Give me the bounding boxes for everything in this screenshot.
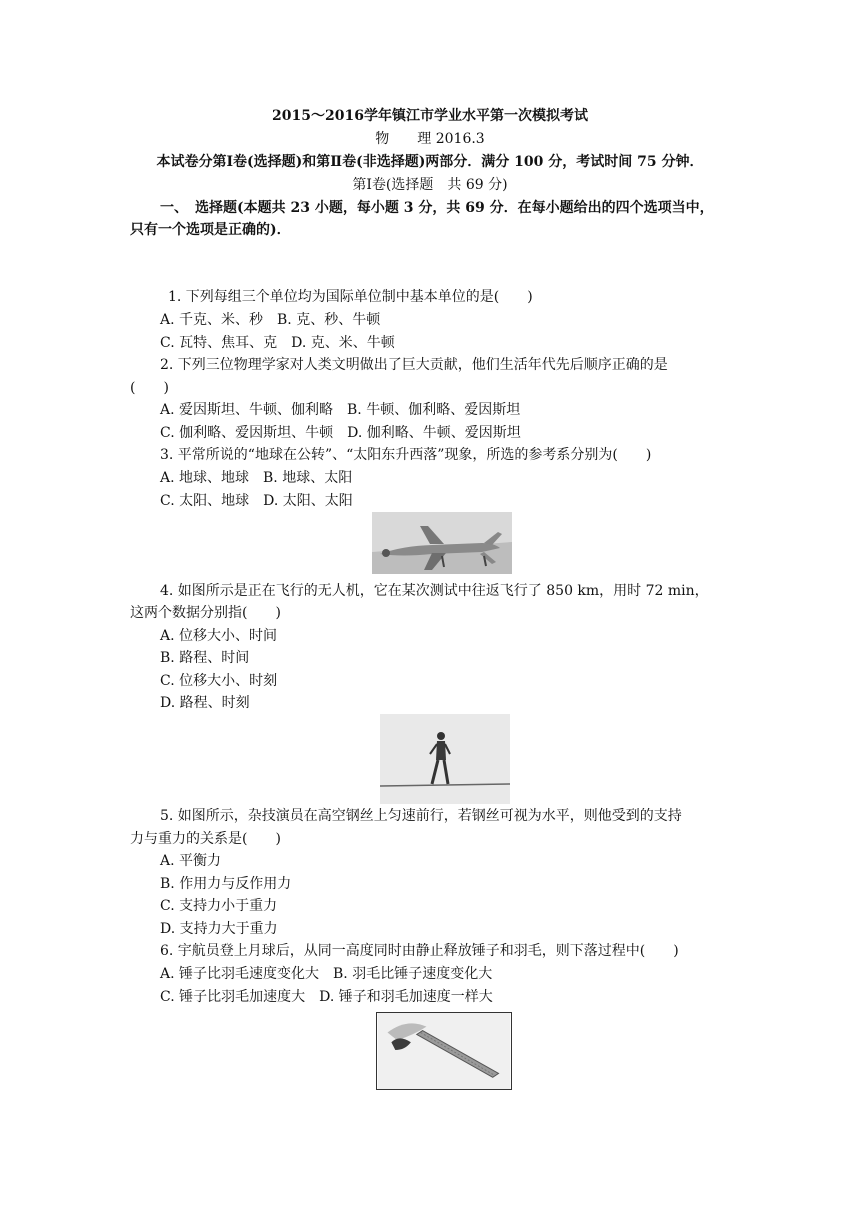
tightrope-walker-figure bbox=[380, 714, 510, 804]
q5-option-a: A. 平衡力 bbox=[160, 853, 222, 869]
q4-stem-cont: 这两个数据分别指( ) bbox=[130, 605, 281, 621]
q3-stem: 3. 平常所说的“地球在公转”、“太阳东升西落”现象，所选的参考系分别为( ) bbox=[160, 447, 652, 463]
q5-stem: 5. 如图所示，杂技演员在高空钢丝上匀速前行，若钢丝可视为水平，则他受到的支持 bbox=[160, 808, 682, 824]
q6-options-1: A. 锤子比羽毛速度变化大 B. 羽毛比锤子速度变化大 bbox=[160, 966, 493, 982]
q5-stem-cont: 力与重力的关系是( ) bbox=[130, 831, 281, 847]
q6-options-2: C. 锤子比羽毛加速度大 D. 锤子和羽毛加速度一样大 bbox=[160, 989, 493, 1005]
q5-option-d: D. 支持力大于重力 bbox=[160, 921, 278, 937]
q2-stem: 2. 下列三位物理学家对人类文明做出了巨大贡献，他们生活年代先后顺序正确的是 bbox=[160, 357, 668, 373]
drone-figure bbox=[372, 512, 512, 574]
subject-line: 物 理 2016.3 bbox=[375, 131, 485, 147]
q5-option-c: C. 支持力小于重力 bbox=[160, 898, 278, 914]
q1-options-2: C. 瓦特、焦耳、克 D. 克、米、牛顿 bbox=[160, 335, 395, 351]
part-title: 第Ⅰ卷(选择题 共 69 分) bbox=[352, 177, 508, 193]
q2-stem-cont: ( ) bbox=[130, 380, 169, 396]
hammer-feather-figure bbox=[376, 1012, 512, 1090]
q1-options-1: A. 千克、米、秒 B. 克、秒、牛顿 bbox=[160, 312, 381, 328]
q2-options-1: A. 爱因斯坦、牛顿、伽利略 B. 牛顿、伽利略、爱因斯坦 bbox=[160, 402, 521, 418]
q6-stem: 6. 宇航员登上月球后，从同一高度同时由静止释放锤子和羽毛，则下落过程中( ) bbox=[160, 943, 679, 959]
q3-options-1: A. 地球、地球 B. 地球、太阳 bbox=[160, 470, 353, 486]
section-instructions-2: 只有一个选项是正确的)． bbox=[130, 222, 291, 238]
q4-option-a: A. 位移大小、时间 bbox=[160, 628, 278, 644]
exam-intro: 本试卷分第Ⅰ卷(选择题)和第Ⅱ卷(非选择题)两部分．满分 100 分，考试时间 75 分钟． bbox=[156, 154, 704, 170]
q2-options-2: C. 伽利略、爱因斯坦、牛顿 D. 伽利略、牛顿、爱因斯坦 bbox=[160, 425, 521, 441]
q4-option-b: B. 路程、时间 bbox=[160, 650, 250, 666]
exam-title: 2015～2016学年镇江市学业水平第一次模拟考试 bbox=[272, 108, 588, 124]
q4-option-c: C. 位移大小、时刻 bbox=[160, 673, 278, 689]
section-instructions-1: 一、 选择题(本题共 23 小题，每小题 3 分，共 69 分．在每小题给出的四个选项当中， bbox=[160, 200, 714, 216]
q4-stem: 4. 如图所示是正在飞行的无人机，它在某次测试中往返飞行了 850 km，用时 72 min， bbox=[160, 583, 709, 599]
q4-option-d: D. 路程、时刻 bbox=[160, 695, 250, 711]
q1-stem: 1. 下列每组三个单位均为国际单位制中基本单位的是( ) bbox=[168, 289, 533, 305]
q3-options-2: C. 太阳、地球 D. 太阳、太阳 bbox=[160, 493, 353, 509]
q5-option-b: B. 作用力与反作用力 bbox=[160, 876, 292, 892]
